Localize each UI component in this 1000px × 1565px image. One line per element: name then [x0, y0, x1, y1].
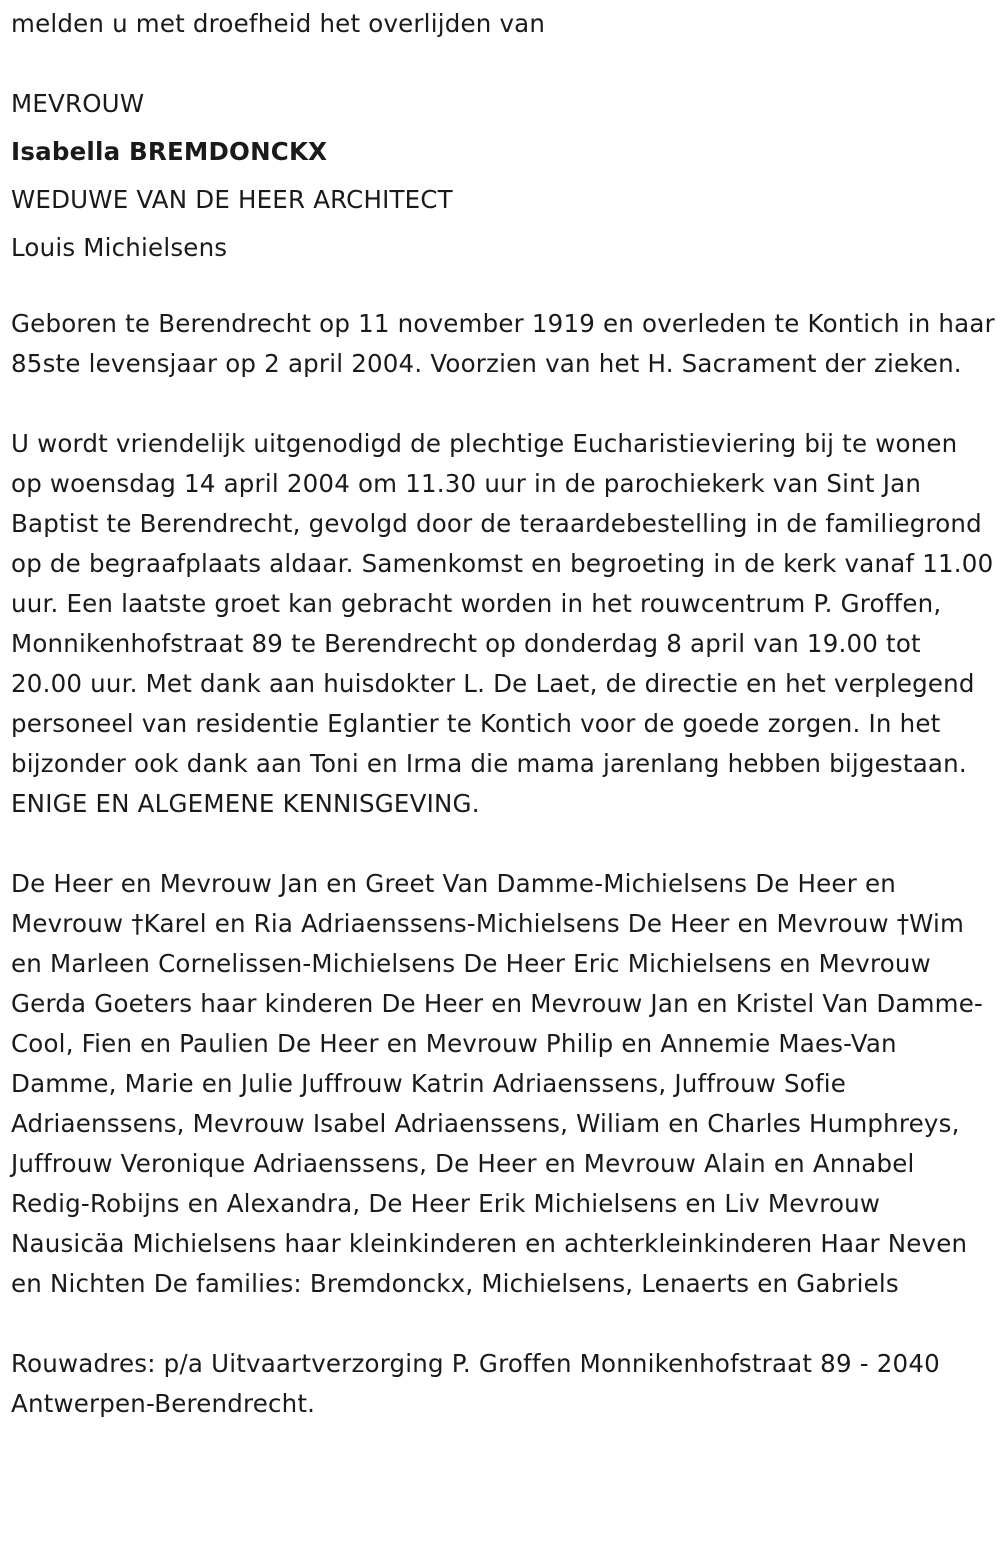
ceremony-paragraph: U wordt vriendelijk uitgenodigd de plechtige Eucharistieviering bij te wonen op woensdag 14 april 2004 om 11.30 uur in de parochiekerk van Sint Jan Baptist te Berendrecht, gevolgd door de teraardebestelling in de familiegrond op de begraafplaats aldaar. Samenkomst en begroeting in de kerk vanaf 11.00 uur. Een laatste groet kan gebracht worden in het rouwcentrum P. Groffen, Monnikenhofstraat 89 te Berendrecht op donderdag 8 april van 19.00 tot 20.00 uur. Met dank aan huisdokter L. De Laet, de directie en het verplegend personeel van residentie Eglantier te Kontich voor de goede zorgen. In het bijzonder ook dank aan Toni en Irma die mama jarenlang hebben bijgestaan. ENIGE EN ALGEMENE KENNISGEVING. — [11, 429, 994, 818]
deceased-title: MEVROUW — [11, 89, 145, 118]
address-paragraph: Rouwadres: p/a Uitvaartverzorging P. Groffen Monnikenhofstraat 89 - 2040 Antwerpen-Berendrecht. — [11, 1349, 940, 1418]
birth-death-paragraph: Geboren te Berendrecht op 11 november 1919 en overleden te Kontich in haar 85ste levensjaar op 2 april 2004. Voorzien van het H. Sacrament der zieken. — [11, 309, 995, 378]
deceased-block — [11, 80, 995, 272]
deceased-name: Isabella BREMDONCKX — [11, 137, 328, 166]
intro-text: melden u met droefheid het overlijden van — [11, 9, 546, 38]
deceased-relation: WEDUWE VAN DE HEER ARCHITECT — [11, 185, 453, 214]
obituary-document — [11, 4, 995, 1424]
family-paragraph: De Heer en Mevrouw Jan en Greet Van Damme-Michielsens De Heer en Mevrouw †Karel en Ria Adriaenssens-Michielsens De Heer en Mevrouw †Wim en Marleen Cornelissen-Michielsens De Heer Eric Michielsens en Mevrouw Gerda Goeters haar kinderen De Heer en Mevrouw Jan en Kristel Van Damme-Cool, Fien en Paulien De Heer en Mevrouw Philip en Annemie Maes-Van Damme, Marie en Julie Juffrouw Katrin Adriaenssens, Juffrouw Sofie Adriaenssens, Mevrouw Isabel Adriaenssens, Wiliam en Charles Humphreys, Juffrouw Veronique Adriaenssens, De Heer en Mevrouw Alain en Annabel Redig-Robijns en Alexandra, De Heer Erik Michielsens en Liv Mevrouw Nausicäa Michielsens haar kleinkinderen en achterkleinkinderen Haar Neven en Nichten De families: Bremdonckx, Michielsens, Lenaerts en Gabriels — [11, 869, 984, 1298]
deceased-spouse: Louis Michielsens — [11, 233, 228, 262]
